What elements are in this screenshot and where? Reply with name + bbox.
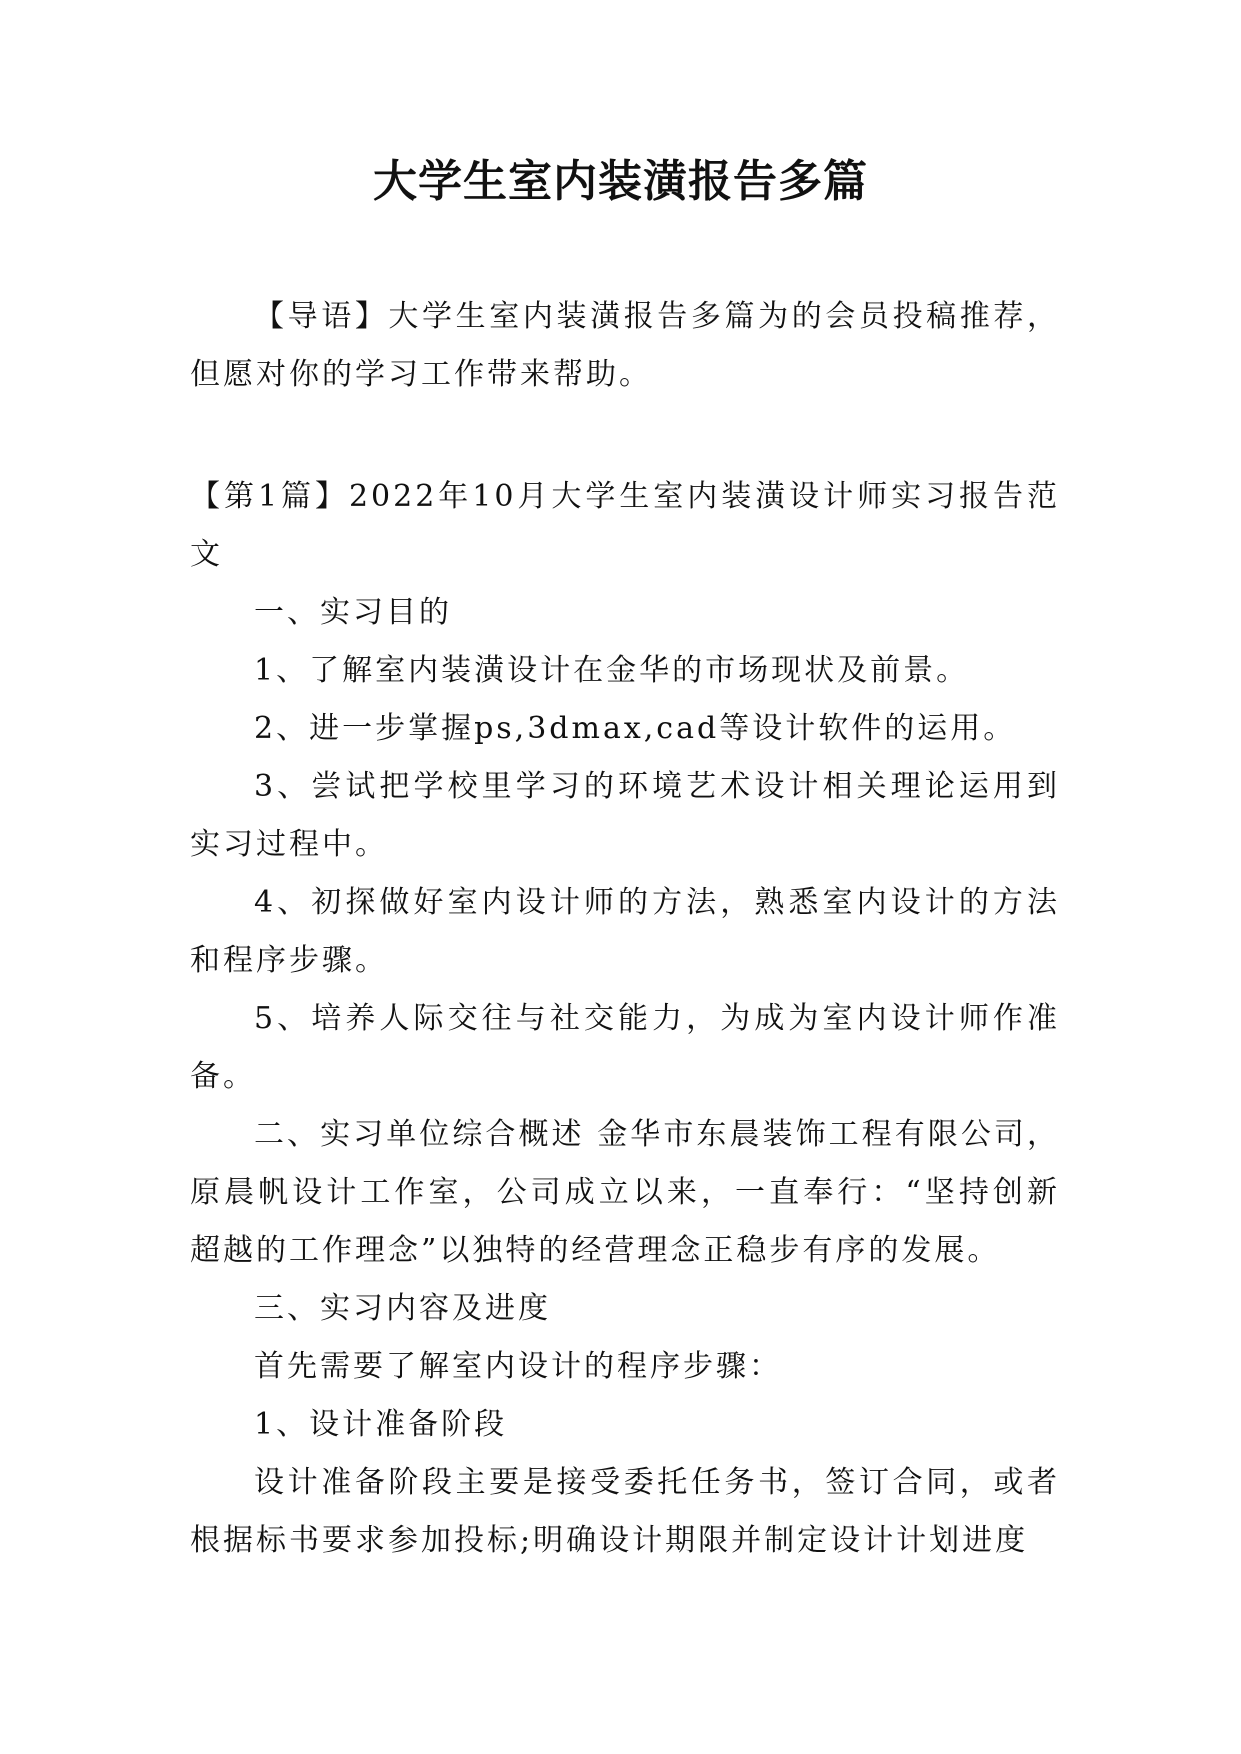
body-paragraph: 设计准备阶段主要是接受委托任务书，签订合同，或者根据标书要求参加投标;明确设计期限并制定设计计划进度: [190, 1465, 1060, 1558]
subsection-heading: 1、设计准备阶段: [254, 1407, 508, 1442]
article-heading: 【第1篇】2022年10月大学生室内装潢设计师实习报告范文: [190, 479, 1060, 572]
list-item: 2、进一步掌握ps,3dmax,cad等设计软件的运用。: [254, 711, 1017, 746]
body-paragraph: 首先需要了解室内设计的程序步骤：: [254, 1349, 782, 1384]
section-heading-content: 三、实习内容及进度: [254, 1291, 551, 1326]
company-overview-paragraph: 二、实习单位综合概述 金华市东晨装饰工程有限公司，原晨帆设计工作室，公司成立以来，一直奉行：“坚持创新超越的工作理念”以独特的经营理念正稳步有序的发展。: [190, 1117, 1060, 1268]
list-item: 3、尝试把学校里学习的环境艺术设计相关理论运用到实习过程中。: [190, 769, 1060, 862]
document-title: 大学生室内装潢报告多篇: [373, 156, 868, 207]
document-body: [190, 288, 1060, 1570]
list-item: 5、培养人际交往与社交能力，为成为室内设计师作准备。: [190, 1001, 1060, 1094]
list-item: 1、了解室内装潢设计在金华的市场现状及前景。: [254, 653, 970, 688]
list-item: 4、初探做好室内设计师的方法，熟悉室内设计的方法和程序步骤。: [190, 885, 1060, 978]
section-heading-purpose: 一、实习目的: [254, 595, 452, 630]
intro-paragraph: 【导语】大学生室内装潢报告多篇为的会员投稿推荐，但愿对你的学习工作带来帮助。: [190, 299, 1060, 392]
